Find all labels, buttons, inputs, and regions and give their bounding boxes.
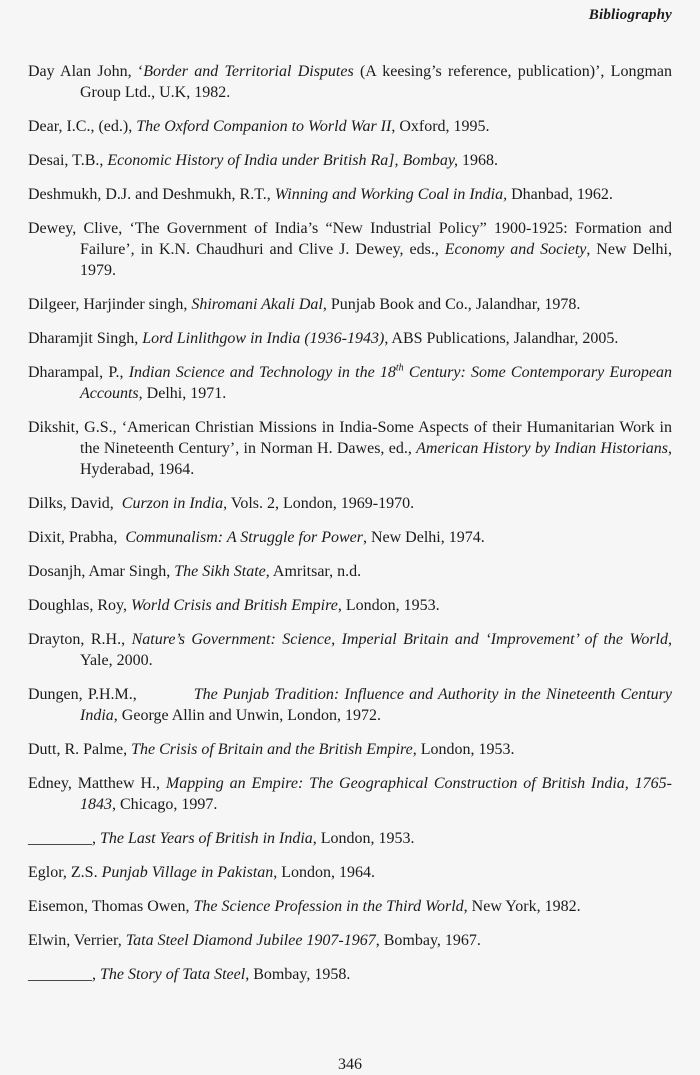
entry-text: Dharamjit Singh, bbox=[28, 330, 143, 347]
entry-text: Desai, T.B., bbox=[28, 152, 108, 169]
entry-text: , New Delhi, 1979. bbox=[80, 241, 673, 279]
entry-text: , Bombay, 1967. bbox=[375, 932, 481, 949]
entry-text: , George Allin and Unwin, London, 1972. bbox=[113, 707, 382, 724]
entry-text: , Chicago, 1997. bbox=[112, 796, 218, 813]
bibliography-entry bbox=[28, 964, 672, 985]
bibliography-entry bbox=[28, 862, 672, 883]
entry-title-italic: The Punjab Tradition: Influence and Authority in the Nineteenth Century India bbox=[80, 686, 673, 724]
bibliography-entry bbox=[28, 629, 672, 671]
entry-text: Drayton, R.H., bbox=[28, 631, 132, 648]
page-number: 346 bbox=[338, 1056, 362, 1073]
entry-title-italic: Nature’s Government: Science, Imperial Britain and ‘Improvement’ of the World bbox=[131, 631, 668, 648]
entry-text: , Vols. 2, London, 1969-1970. bbox=[223, 495, 415, 512]
entry-text: Day Alan John, ‘ bbox=[28, 63, 144, 80]
entry-text: Dikshit, G.S., ‘American Christian Missions in India-Some Aspects of their Humanitarian Work in the Nineteenth Century’, in Norman H. Dawes, ed., bbox=[28, 419, 672, 457]
entry-text: Dilgeer, Harjinder singh, bbox=[28, 296, 192, 313]
entry-text: , Delhi, 1971. bbox=[138, 385, 227, 402]
entry-text: (A keesing’s reference, publication)’, Longman Group Ltd., U.K, 1982. bbox=[80, 63, 672, 101]
bibliography-entry bbox=[28, 930, 672, 951]
entry-text: , New Delhi, 1974. bbox=[362, 529, 485, 546]
entry-title-italic: The Sikh State bbox=[174, 563, 266, 580]
entry-title-italic: Curzon in India bbox=[121, 495, 224, 512]
entry-text: ________, bbox=[28, 830, 100, 847]
bibliography-entry bbox=[28, 184, 672, 205]
entry-title-italic: The Oxford Companion to World War II bbox=[136, 118, 392, 135]
entry-text: , ABS Publications, Jalandhar, 2005. bbox=[384, 330, 619, 347]
entry-title-italic: The Crisis of Britain and the British Empire bbox=[131, 741, 413, 758]
entry-text: Dungen, P.H.M., bbox=[28, 686, 194, 703]
bibliography-entry bbox=[28, 739, 672, 760]
entry-text: Edney, Matthew H., bbox=[28, 775, 166, 792]
entry-text: Dilks, David, bbox=[28, 495, 122, 512]
bibliography-entry bbox=[28, 595, 672, 616]
bibliography-entry bbox=[28, 61, 672, 103]
entry-text: Eisemon, Thomas Owen, bbox=[28, 898, 194, 915]
entry-title-italic: Shiromani Akali Dal bbox=[191, 296, 323, 313]
entry-title-italic: Border and Territorial Disputes bbox=[143, 63, 354, 80]
bibliography-entry bbox=[28, 684, 672, 726]
bibliography-entry bbox=[28, 150, 672, 171]
bibliography-entry bbox=[28, 828, 672, 849]
entry-text: , Yale, 2000. bbox=[80, 631, 672, 669]
bibliography-list bbox=[28, 61, 672, 998]
bibliography-entry bbox=[28, 417, 672, 480]
bibliography-entry bbox=[28, 561, 672, 582]
entry-title-italic: Mapping an Empire: The Geographical Construction of British India, 1765-1843 bbox=[80, 775, 673, 813]
entry-title-italic: The Story of Tata Steel bbox=[100, 966, 246, 983]
entry-text: Dewey, Clive, ‘The Government of India’s “New Industrial Policy” 1900-1925: Formation and Failure’, in K.N. Chaudhuri and Clive J. Dewey, eds., bbox=[28, 220, 672, 258]
entry-text: Dhanbad, 1962. bbox=[507, 186, 613, 203]
entry-text: , New York, 1982. bbox=[463, 898, 581, 915]
entry-text: , London, 1953. bbox=[312, 830, 415, 847]
entry-text: Dixit, Prabha, bbox=[28, 529, 126, 546]
entry-text: Dosanjh, Amar Singh, bbox=[28, 563, 175, 580]
entry-text: , Oxford, 1995. bbox=[391, 118, 490, 135]
entry-text: , Amritsar, n.d. bbox=[265, 563, 362, 580]
bibliography-entry bbox=[28, 773, 672, 815]
bibliography-entry bbox=[28, 294, 672, 315]
entry-title-italic: American History by Indian Historians bbox=[416, 440, 668, 457]
entry-text: Eglor, Z.S. bbox=[28, 864, 102, 881]
bibliography-entry bbox=[28, 362, 672, 404]
bibliography-entry bbox=[28, 493, 672, 514]
entry-title-italic: Communalism: A Struggle for Power bbox=[125, 529, 363, 546]
running-header: Bibliography bbox=[588, 7, 672, 23]
entry-title-italic: The Last Years of British in India bbox=[100, 830, 313, 847]
entry-text: Dutt, R. Palme, bbox=[28, 741, 132, 758]
entry-title-italic: World Crisis and British Empire bbox=[130, 597, 338, 614]
entry-title-italic: Economy and Society bbox=[444, 241, 587, 258]
entry-title-italic: Punjab Village in Pakistan bbox=[101, 864, 274, 881]
bibliography-entry bbox=[28, 218, 672, 281]
entry-text: ________, bbox=[28, 966, 100, 983]
entry-title-italic: Indian Science and Technology in the 18 bbox=[128, 364, 396, 381]
entry-text: Elwin, Verrier, bbox=[28, 932, 126, 949]
entry-text: Dear, I.C., (ed.), bbox=[28, 118, 137, 135]
entry-text: , London, 1953. bbox=[337, 597, 440, 614]
entry-title-italic: Winning and Working Coal in India, bbox=[274, 186, 508, 203]
entry-superscript: th bbox=[395, 362, 404, 374]
entry-text: , London, 1953. bbox=[412, 741, 515, 758]
entry-text: , Bombay, 1958. bbox=[245, 966, 351, 983]
entry-text: Deshmukh, D.J. and Deshmukh, R.T., bbox=[28, 186, 275, 203]
entry-title-italic: Economic History of India under British Ra], Bombay, bbox=[107, 152, 459, 169]
entry-title-italic: Tata Steel Diamond Jubilee 1907-1967 bbox=[125, 932, 376, 949]
entry-title-italic: Lord Linlithgow in India (1936-1943) bbox=[142, 330, 385, 347]
entry-text: , Punjab Book and Co., Jalandhar, 1978. bbox=[322, 296, 581, 313]
entry-text: 1968. bbox=[458, 152, 499, 169]
entry-text: Doughlas, Roy, bbox=[28, 597, 131, 614]
bibliography-entry bbox=[28, 328, 672, 349]
bibliography-entry bbox=[28, 116, 672, 137]
bibliography-entry bbox=[28, 527, 672, 548]
bibliography-entry bbox=[28, 896, 672, 917]
entry-text: Dharampal, P., bbox=[28, 364, 129, 381]
entry-text: , Hyderabad, 1964. bbox=[80, 440, 672, 478]
entry-title-italic: Century: Some Contemporary European Accounts bbox=[80, 364, 673, 402]
entry-text: , London, 1964. bbox=[273, 864, 376, 881]
entry-title-italic: The Science Profession in the Third World bbox=[193, 898, 464, 915]
